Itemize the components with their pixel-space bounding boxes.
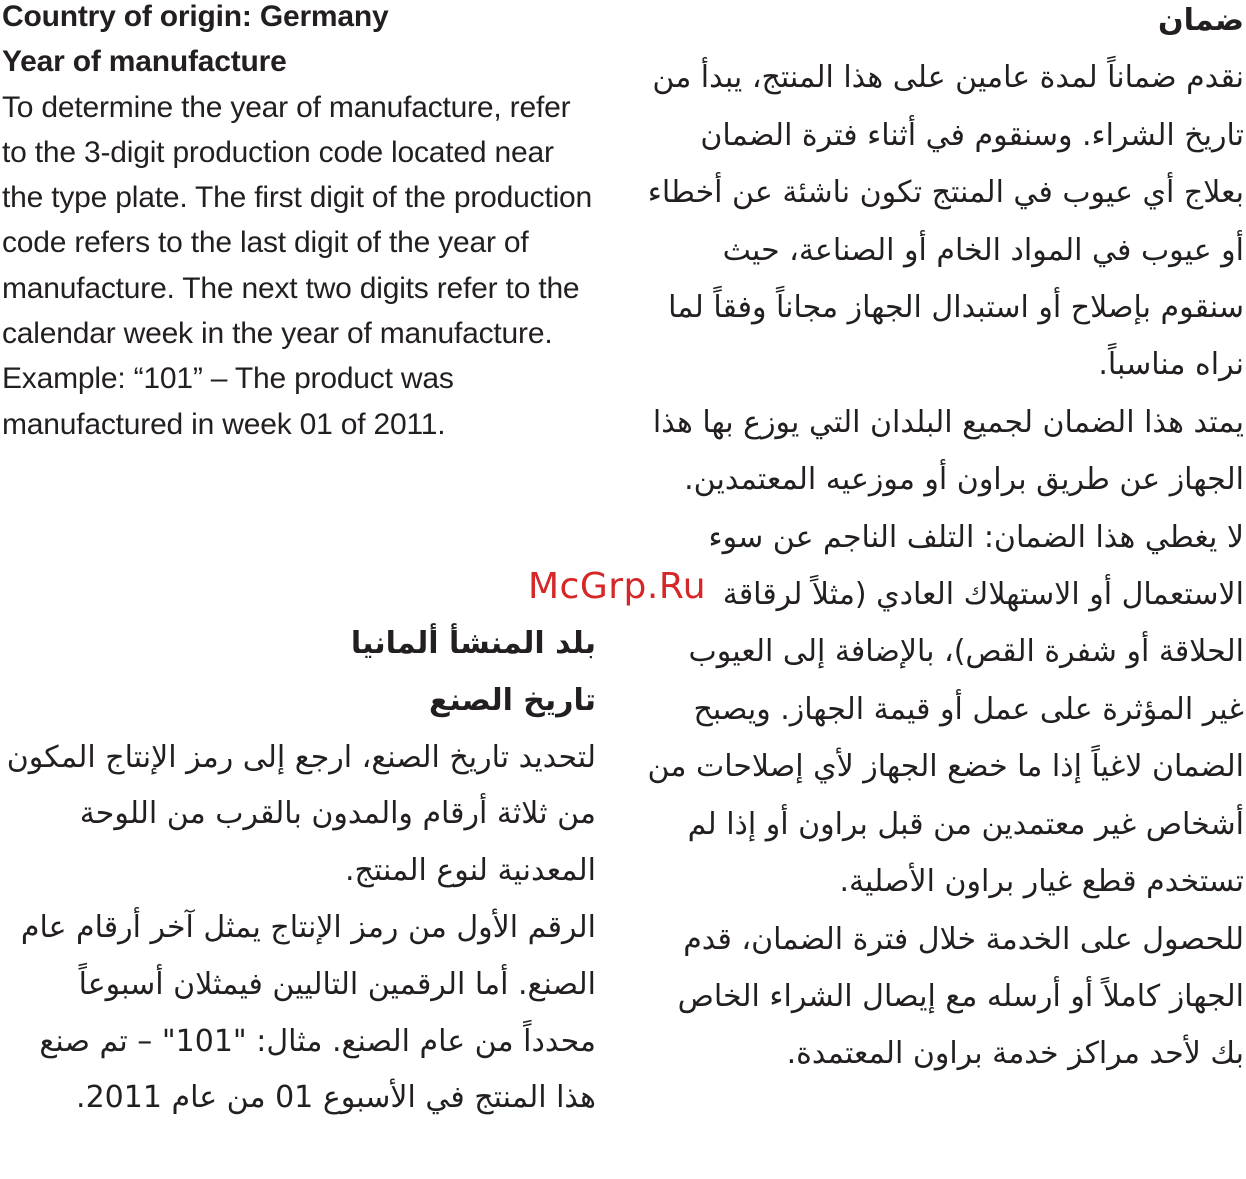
arabic-warranty-section	[644, 0, 1244, 1083]
warranty-paragraph-ar: للحصول على الخدمة خلال فترة الضمان، قدم الجهاز كاملاً أو أرسله مع إيصال الشراء الخاص بك لأحد مراكز خدمة براون المعتمدة.	[677, 921, 1244, 1072]
country-of-origin-heading: Country of origin: Germany	[2, 0, 389, 33]
watermark: McGrp.Ru	[528, 566, 707, 607]
country-of-origin-heading-ar: بلد المنشأ ألمانيا	[350, 626, 596, 661]
warranty-paragraph-ar: نقدم ضماناً لمدة عامين على هذا المنتج، يبدأ من تاريخ الشراء. وسنقوم في أثناء فترة الضمان بعلاج أي عيوب في المنتج تكون ناشئة عن أخطاء أو عيوب في المواد الخام أو الصناعة، حيث سنقوم بإصلاح أو استبدال الجهاز مجاناً وفقاً لما نراه مناسباً.	[647, 60, 1244, 383]
year-of-manufacture-paragraph-ar: الرقم الأول من رمز الإنتاج يمثل آخر أرقام عام الصنع. أما الرقمين التاليين فيمثلان أسبوعاً محدداً من عام الصنع. مثال: "101" – تم صنع هذا المنتج في الأسبوع 01 من عام 2011.	[20, 909, 596, 1116]
year-of-manufacture-heading-ar: تاريخ الصنع	[429, 682, 596, 718]
arabic-origin-section	[6, 616, 596, 1127]
year-of-manufacture-body: To determine the year of manufacture, refer to the 3-digit production code located near the type plate. The first digit of the production code refers to the last digit of the year of manufacture. The next two digits refer to the calendar week in the year of manufacture. Example: “101” – The product was manufactured in week 01 of 2011.	[2, 90, 593, 441]
year-of-manufacture-heading: Year of manufacture	[2, 45, 287, 79]
warranty-heading-ar: ضمان	[1158, 3, 1244, 38]
warranty-paragraph-ar: لا يغطي هذا الضمان: التلف الناجم عن سوء الاستعمال أو الاستهلاك العادي (مثلاً لرقاقة الحلاقة أو شفرة القص)، بالإضافة إلى العيوب غير المؤثرة على عمل أو قيمة الجهاز. ويصبح الضمان لاغياً إذا ما خضع الجهاز لأي إصلاحات من أشخاص غير معتمدين من قبل براون أو إذا لم تستخدم قطع غيار براون الأصلية.	[647, 519, 1244, 900]
english-origin-section	[2, 0, 602, 447]
year-of-manufacture-paragraph-ar: لتحديد تاريخ الصنع، ارجع إلى رمز الإنتاج المكون من ثلاثة أرقام والمدون بالقرب من اللوحة المعدنية لنوع المنتج.	[6, 739, 596, 889]
warranty-paragraph-ar: يمتد هذا الضمان لجميع البلدان التي يوزع بها هذا الجهاز عن طريق براون أو موزعيه المعتمدين.	[652, 404, 1244, 498]
